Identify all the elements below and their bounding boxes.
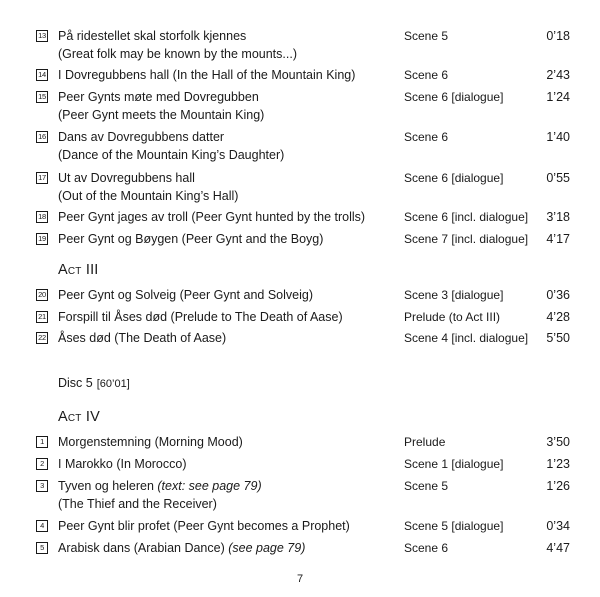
track-duration: 4’28 — [546, 310, 570, 324]
track-number: 13 — [36, 30, 48, 42]
track-title: Dans av Dovregubbens datter (Dance of the Mountain King’s Daughter) — [58, 130, 285, 162]
act-heading: Act III — [58, 262, 99, 278]
track-duration: 4’17 — [546, 232, 570, 246]
track-title: Peer Gynt jages av troll (Peer Gynt hunted by the trolls) — [58, 210, 366, 224]
track-number: 18 — [36, 211, 48, 223]
track-duration: 1’23 — [546, 457, 570, 471]
track-duration: 4’47 — [546, 541, 570, 555]
track-duration: 3’50 — [546, 435, 570, 449]
track-number: 22 — [36, 332, 48, 344]
track-duration: 1’26 — [546, 479, 570, 493]
track-scene: Scene 5 [dialogue] — [404, 519, 504, 533]
track-number: 5 — [36, 542, 48, 554]
track-scene: Prelude (to Act III) — [404, 310, 501, 324]
track-scene: Scene 3 [dialogue] — [404, 288, 504, 302]
track-number: 20 — [36, 289, 48, 301]
track-title: Morgenstemning (Morning Mood) — [58, 435, 243, 449]
track-number: 1 — [36, 436, 48, 448]
track-title: På ridestellet skal storfolk kjennes (Great folk may be known by the mounts...) — [58, 29, 297, 61]
track-duration: 0’36 — [546, 288, 570, 302]
track-number: 17 — [36, 172, 48, 184]
track-number: 19 — [36, 233, 48, 245]
disc-heading: Disc 5 [60’01] — [58, 376, 130, 390]
track-title: Peer Gynt og Bøygen (Peer Gynt and the Boyg) — [58, 232, 324, 246]
disc-duration: [60’01] — [96, 378, 130, 390]
track-number: 4 — [36, 520, 48, 532]
track-scene: Scene 6 — [404, 68, 449, 82]
track-number: 3 — [36, 480, 48, 492]
track-title: I Dovregubbens hall (In the Hall of the Mountain King) — [58, 68, 356, 82]
track-duration: 1’24 — [546, 90, 570, 104]
track-row — [0, 169, 600, 205]
track-title: Åses død (The Death of Aase) — [58, 331, 227, 345]
track-title: Arabisk dans (Arabian Dance) (see page 79) — [58, 541, 306, 555]
track-title: Forspill til Åses død (Prelude to The Death of Aase) — [58, 310, 343, 324]
track-title: Peer Gynt blir profet (Peer Gynt becomes a Prophet) — [58, 519, 350, 533]
track-scene: Scene 6 — [404, 130, 449, 144]
track-title: Peer Gynt og Solveig (Peer Gynt and Solveig) — [58, 288, 313, 302]
track-title: Tyven og heleren (text: see page 79) (The Thief and the Receiver) — [58, 479, 262, 511]
track-number: 16 — [36, 131, 48, 143]
track-number: 15 — [36, 91, 48, 103]
track-duration: 0’55 — [546, 171, 570, 185]
track-note: (text: see page 79) — [157, 479, 262, 493]
track-row — [0, 128, 600, 164]
track-scene: Prelude — [404, 435, 446, 449]
track-duration: 5’50 — [546, 331, 570, 345]
track-scene: Scene 6 [dialogue] — [404, 171, 504, 185]
track-note: (see page 79) — [228, 541, 306, 555]
track-duration: 0’34 — [546, 519, 570, 533]
track-number: 21 — [36, 311, 48, 323]
track-number: 2 — [36, 458, 48, 470]
track-duration: 1’40 — [546, 130, 570, 144]
act-heading: Act IV — [58, 409, 100, 425]
track-scene: Scene 6 — [404, 541, 449, 555]
track-scene: Scene 6 [incl. dialogue] — [404, 210, 529, 224]
track-title: Ut av Dovregubbens hall (Out of the Mountain King’s Hall) — [58, 171, 239, 203]
track-scene: Scene 5 — [404, 29, 449, 43]
track-duration: 0’18 — [546, 29, 570, 43]
track-row — [0, 27, 600, 63]
track-title: Peer Gynts møte med Dovregubben (Peer Gynt meets the Mountain King) — [58, 90, 265, 122]
track-row — [0, 477, 600, 513]
track-scene: Scene 4 [incl. dialogue] — [404, 331, 529, 345]
track-scene: Scene 7 [incl. dialogue] — [404, 232, 529, 246]
page-number: 7 — [296, 573, 304, 585]
track-scene: Scene 1 [dialogue] — [404, 457, 504, 471]
track-scene: Scene 5 — [404, 479, 449, 493]
track-number: 14 — [36, 69, 48, 81]
track-duration: 3’18 — [546, 210, 570, 224]
track-row — [0, 88, 600, 124]
track-title: I Marokko (In Morocco) — [58, 457, 187, 471]
track-duration: 2’43 — [546, 68, 570, 82]
track-scene: Scene 6 [dialogue] — [404, 90, 504, 104]
